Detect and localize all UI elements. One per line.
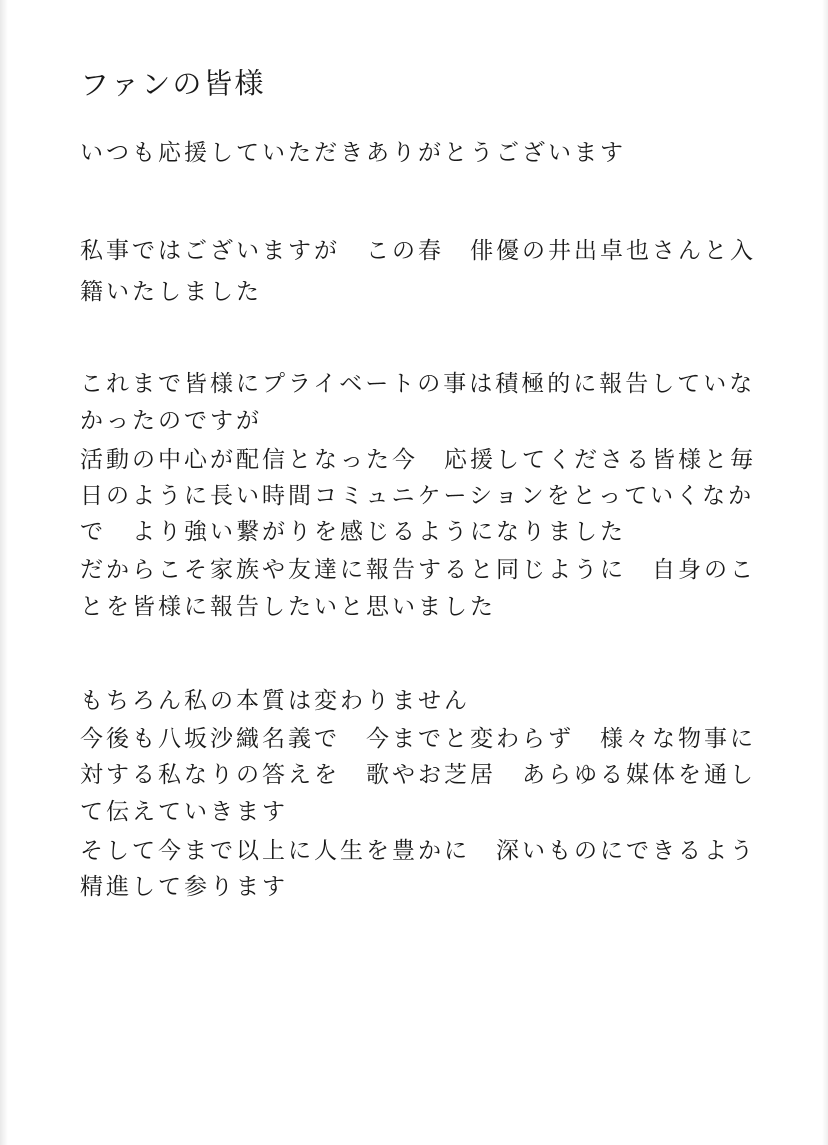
para2-line-3: 活動の中心が配信となった今 応援してくださる皆様と毎 bbox=[80, 447, 756, 473]
para2-line-2: かったのですが bbox=[80, 408, 262, 434]
para2-line-4: 日のように長い時間コミュニケーションをとっていくなか bbox=[80, 483, 755, 509]
para1-line-2: 籍いたしました bbox=[80, 279, 262, 305]
para3-line-6: 精進して参ります bbox=[80, 874, 288, 900]
para3-line-2: 今後も八坂沙織名義で 今までと変わらず 様々な物事に bbox=[80, 726, 756, 752]
para2-line-1: これまで皆様にプライベートの事は積極的に報告していな bbox=[80, 371, 756, 397]
para3-line-3: 対する私なりの答えを 歌やお芝居 あらゆる媒体を通し bbox=[80, 762, 756, 788]
para1-line-1: 私事ではございますが この春 俳優の井出卓也さんと入 bbox=[80, 238, 756, 264]
letter-title: ファンの皆様 bbox=[79, 66, 266, 102]
para2-line-5: で より強い繋がりを感じるようになりました bbox=[80, 519, 626, 545]
para3-line-4: て伝えていきます bbox=[80, 799, 288, 825]
para2-line-7: とを皆様に報告したいと思いました bbox=[80, 594, 496, 620]
page-edge-right bbox=[822, 0, 828, 1145]
para3-line-1: もちろん私の本質は変わりません bbox=[80, 688, 470, 714]
para3-line-5: そして今まで以上に人生を豊かに 深いものにできるよう bbox=[80, 838, 756, 864]
greeting-line: いつも応援していただきありがとうございます bbox=[80, 140, 626, 166]
page-edge-left bbox=[0, 0, 8, 1145]
para2-line-6: だからこそ家族や友達に報告すると同じように 自身のこ bbox=[80, 557, 756, 583]
